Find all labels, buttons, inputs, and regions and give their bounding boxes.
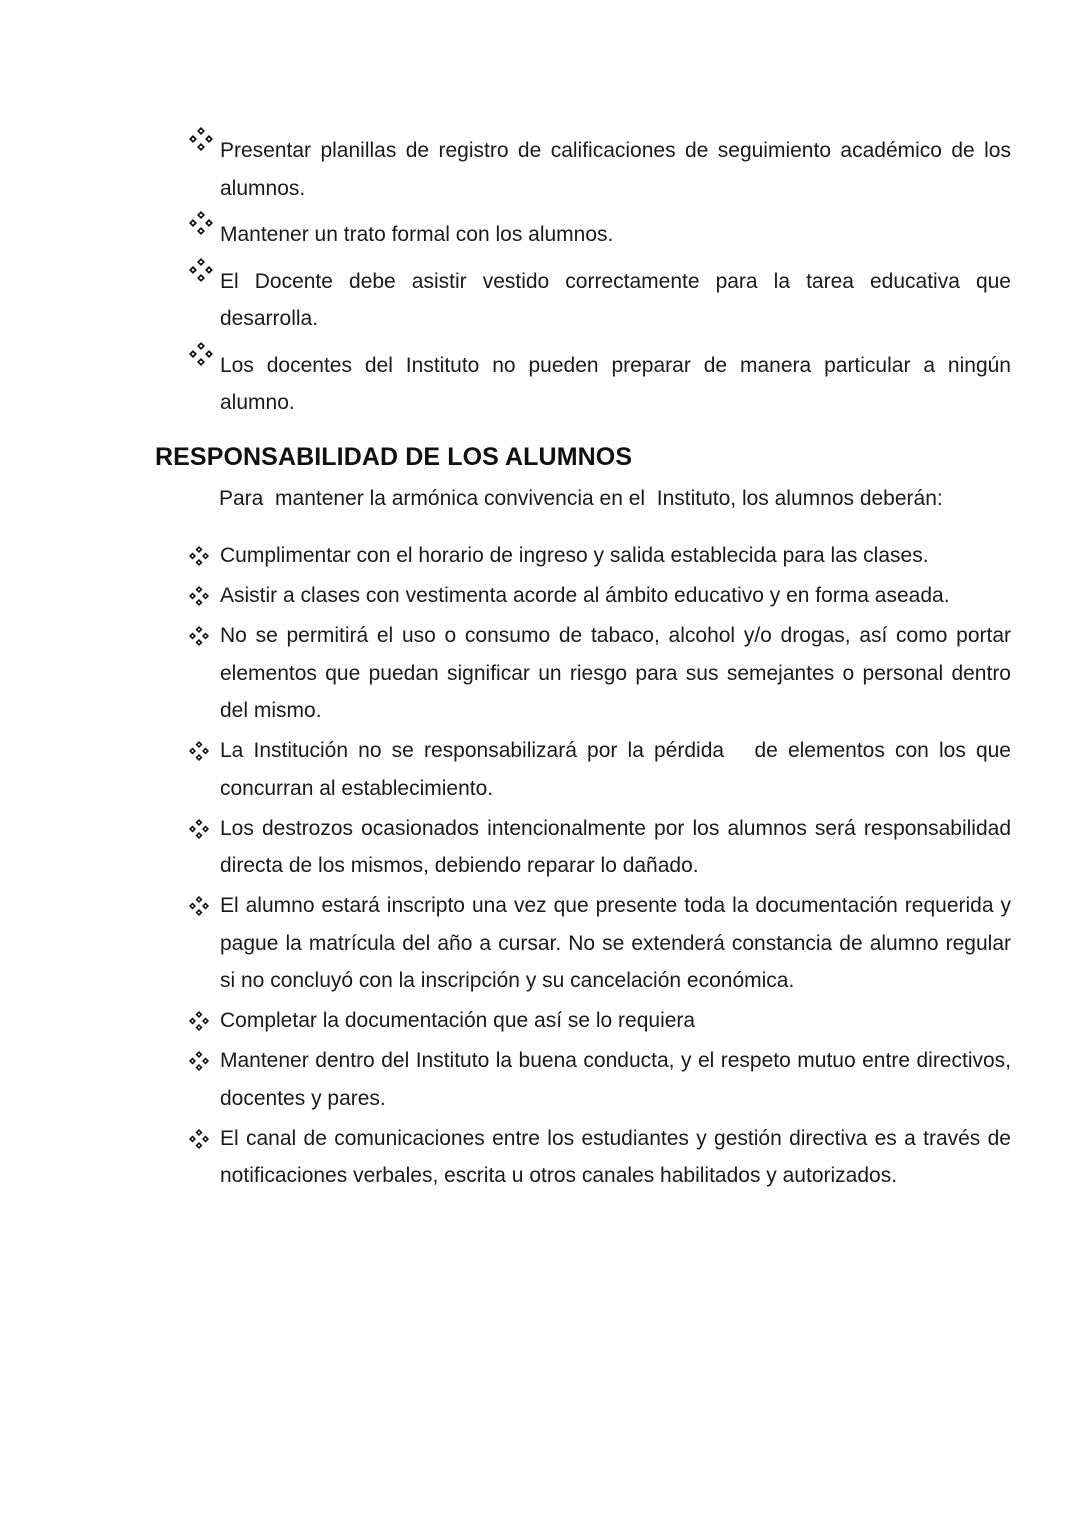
list-item <box>188 263 1011 338</box>
four-diamond-bullet-icon <box>188 341 214 379</box>
list-item <box>188 887 1011 1000</box>
list-item-text: Mantener dentro del Instituto la buena conducta, y el respeto mutuo entre directivos, docentes y pares. <box>220 1049 1011 1110</box>
list-item-text: Presentar planillas de registro de calificaciones de seguimiento académico de los alumnos. <box>220 139 1011 200</box>
list-item <box>188 577 1011 615</box>
four-diamond-bullet-icon <box>188 887 214 925</box>
list-item-text: Cumplimentar con el horario de ingreso y salida establecida para las clases. <box>220 544 929 567</box>
four-diamond-bullet-icon <box>188 1042 214 1080</box>
list-item-text: Mantener un trato formal con los alumnos. <box>220 223 614 246</box>
list-item-text: Los destrozos ocasionados intencionalmente por los alumnos será responsabilidad directa de los mismos, debiendo reparar lo dañado. <box>220 816 1011 877</box>
four-diamond-bullet-icon <box>188 126 214 164</box>
list-item <box>188 347 1011 422</box>
list-item <box>188 216 1011 254</box>
section-intro: Para mantener la armónica convivencia en el Instituto, los alumnos deberán: <box>219 487 943 510</box>
student-rules-list <box>188 537 1017 1197</box>
list-item <box>188 810 1011 885</box>
four-diamond-bullet-icon <box>188 810 214 848</box>
four-diamond-bullet-icon <box>188 1120 214 1158</box>
four-diamond-bullet-icon <box>188 257 214 295</box>
list-item-text: Completar la documentación que así se lo requiera <box>220 1009 696 1032</box>
list-item-text: El alumno estará inscripto una vez que presente toda la documentación requerida y pague la matrícula del año a cursar. No se extenderá constancia de alumno regular si no concluyó con la inscripción y su cancelación económica. <box>220 894 1011 992</box>
list-item-text: El Docente debe asistir vestido correctamente para la tarea educativa que desarrolla. <box>220 269 1011 330</box>
four-diamond-bullet-icon <box>188 732 214 770</box>
list-item <box>188 1120 1011 1195</box>
list-item-text: Asistir a clases con vestimenta acorde al ámbito educativo y en forma aseada. <box>220 584 950 607</box>
list-item-text: No se permitirá el uso o consumo de tabaco, alcohol y/o drogas, así como portar elementos que puedan significar un riesgo para sus semejantes o personal dentro del mismo. <box>220 624 1011 722</box>
list-item <box>188 1002 1011 1040</box>
four-diamond-bullet-icon <box>188 1002 214 1040</box>
list-item <box>188 132 1011 207</box>
four-diamond-bullet-icon <box>188 577 214 615</box>
teacher-duties-list <box>188 132 1011 431</box>
list-item-text: La Institución no se responsabilizará por la pérdida de elementos con los que concurran al establecimiento. <box>220 739 1017 800</box>
list-item-text: El canal de comunicaciones entre los estudiantes y gestión directiva es a través de notificaciones verbales, escrita u otros canales habilitados y autorizados. <box>220 1126 1011 1187</box>
list-item-text: Los docentes del Instituto no pueden preparar de manera particular a ningún alumno. <box>220 353 1011 414</box>
four-diamond-bullet-icon <box>188 537 214 575</box>
list-item <box>188 1042 1011 1117</box>
four-diamond-bullet-icon <box>188 210 214 248</box>
list-item <box>188 537 1011 575</box>
four-diamond-bullet-icon <box>188 617 214 655</box>
section-title: RESPONSABILIDAD DE LOS ALUMNOS <box>155 443 633 471</box>
list-item <box>188 732 1017 807</box>
list-item <box>188 617 1011 730</box>
